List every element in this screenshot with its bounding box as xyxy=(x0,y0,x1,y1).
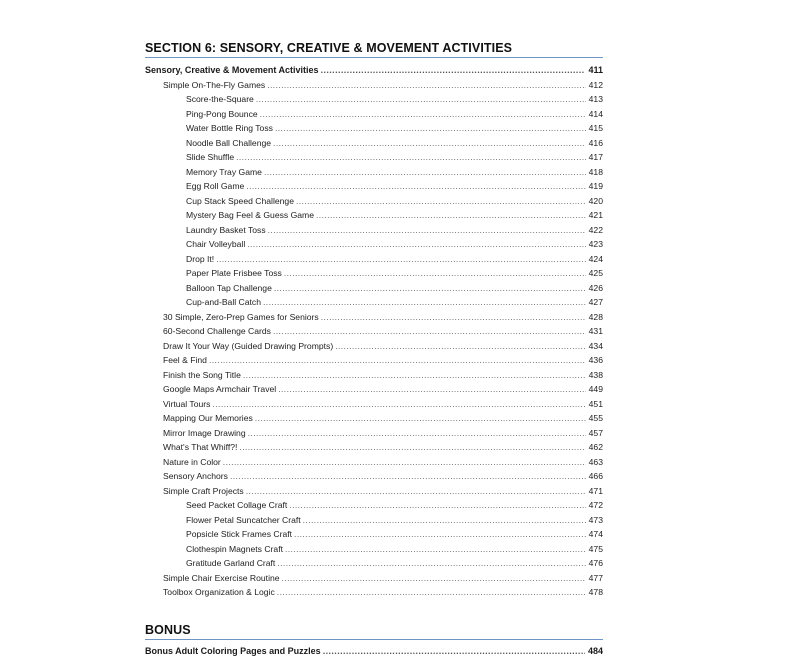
toc-entry[interactable] xyxy=(145,136,603,151)
toc-entry-title: Mirror Image Drawing xyxy=(163,427,246,438)
toc-entry-page-number: 418 xyxy=(588,166,603,177)
toc-entry-page-number: 420 xyxy=(588,195,603,206)
toc-entry-title: 30 Simple, Zero-Prep Games for Seniors xyxy=(163,311,319,322)
dot-leader xyxy=(223,455,586,470)
dot-leader xyxy=(268,223,586,238)
toc-entry-page-number: 412 xyxy=(588,79,603,90)
toc-entry-page-number: 427 xyxy=(588,297,603,307)
toc-entry-title: Sensory Anchors xyxy=(163,471,228,481)
toc-entry[interactable] xyxy=(145,237,603,252)
toc-entry[interactable] xyxy=(145,498,603,513)
toc-entry-page-number: 457 xyxy=(588,427,603,438)
toc-entry-title: Paper Plate Frisbee Toss xyxy=(186,268,282,278)
toc-list xyxy=(145,63,603,600)
toc-entry-page-number: 473 xyxy=(588,514,603,525)
toc-entry-page-number: 449 xyxy=(588,384,603,394)
toc-entry-page-number: 471 xyxy=(588,485,603,496)
toc-entry[interactable] xyxy=(145,527,603,542)
toc-entry[interactable] xyxy=(145,455,603,470)
toc-entry-page-number: 419 xyxy=(588,181,603,191)
toc-entry[interactable] xyxy=(145,63,603,78)
toc-entry-page-number: 426 xyxy=(588,282,603,293)
toc-entry-page-number: 421 xyxy=(588,210,603,220)
toc-entry-title: Mapping Our Memories xyxy=(163,413,253,423)
toc-entry[interactable] xyxy=(145,223,603,238)
toc-entry[interactable] xyxy=(145,252,603,267)
toc-entry-page-number: 474 xyxy=(588,529,603,539)
toc-entry-title: Sensory, Creative & Movement Activities xyxy=(145,65,319,75)
toc-entry-title: Drop It! xyxy=(186,253,215,264)
dot-leader xyxy=(216,252,585,267)
toc-entry[interactable] xyxy=(145,194,603,209)
toc-entry-page-number: 417 xyxy=(588,152,603,162)
dot-leader xyxy=(267,78,585,93)
toc-entry-title: Clothespin Magnets Craft xyxy=(186,543,283,554)
dot-leader xyxy=(247,237,585,252)
toc-entry[interactable] xyxy=(145,513,603,528)
toc-entry-title: Noodle Ball Challenge xyxy=(186,137,272,148)
bonus-heading: BONUS xyxy=(145,623,603,640)
dot-leader xyxy=(212,397,585,412)
dot-leader xyxy=(273,136,586,151)
toc-entry-title: Toolbox Organization & Logic xyxy=(163,587,275,597)
dot-leader xyxy=(274,281,586,296)
section-heading: SECTION 6: SENSORY, CREATIVE & MOVEMENT ACTIVITIES xyxy=(145,41,603,58)
toc-entry[interactable] xyxy=(145,644,603,659)
toc-entry-page-number: 475 xyxy=(588,543,603,554)
toc-entry-title: Draw It Your Way (Guided Drawing Prompts) xyxy=(163,340,334,351)
dot-leader xyxy=(246,484,586,499)
dot-leader xyxy=(230,469,586,484)
toc-entry-title: Gratitude Garland Craft xyxy=(186,558,276,568)
dot-leader xyxy=(303,513,586,528)
dot-leader xyxy=(289,498,585,513)
dot-leader xyxy=(321,310,586,325)
toc-entry-page-number: 455 xyxy=(588,413,603,423)
toc-entry[interactable] xyxy=(145,266,603,281)
toc-entry-title: Cup-and-Ball Catch xyxy=(186,297,261,307)
toc-entry-page-number: 476 xyxy=(588,558,603,568)
toc-entry[interactable] xyxy=(145,324,603,339)
toc-entry-title: Water Bottle Ring Toss xyxy=(186,123,273,133)
toc-entry-title: Simple Chair Exercise Routine xyxy=(163,572,280,583)
toc-entry-title: Bonus Adult Coloring Pages and Puzzles xyxy=(145,646,321,656)
toc-entry-page-number: 436 xyxy=(588,355,603,365)
toc-entry-title: Balloon Tap Challenge xyxy=(186,282,272,293)
toc-entry[interactable] xyxy=(145,556,603,571)
toc-entry-title: Ping-Pong Bounce xyxy=(186,108,258,119)
toc-entry[interactable] xyxy=(145,107,603,122)
toc-entry[interactable] xyxy=(145,121,603,136)
toc-entry-page-number: 411 xyxy=(588,65,603,75)
toc-entry-page-number: 415 xyxy=(588,123,603,133)
dot-leader xyxy=(278,382,585,397)
toc-entry-title: Chair Volleyball xyxy=(186,239,246,249)
toc-entry-page-number: 462 xyxy=(588,442,603,452)
dot-leader xyxy=(239,440,585,455)
toc-entry-page-number: 472 xyxy=(588,500,603,510)
dot-leader xyxy=(264,165,586,180)
toc-entry-page-number: 484 xyxy=(587,646,603,656)
toc-entry-title: Virtual Tours xyxy=(163,398,211,409)
dot-leader xyxy=(243,368,586,383)
toc-entry[interactable] xyxy=(145,571,603,586)
dot-leader xyxy=(294,527,586,542)
toc-entry[interactable] xyxy=(145,179,603,194)
toc-entry-page-number: 434 xyxy=(588,340,603,351)
toc-entry-page-number: 477 xyxy=(588,572,603,583)
dot-leader xyxy=(256,92,586,107)
toc-entry-title: Simple Craft Projects xyxy=(163,485,244,496)
toc-entry-title: What's That Whiff?! xyxy=(163,442,238,452)
toc-entry-page-number: 424 xyxy=(588,253,603,264)
toc-entry-page-number: 478 xyxy=(588,587,603,597)
toc-entry-page-number: 466 xyxy=(588,471,603,481)
toc-entry-title: Google Maps Armchair Travel xyxy=(163,384,277,394)
toc-entry-title: Seed Packet Collage Craft xyxy=(186,500,288,510)
toc-entry-title: 60-Second Challenge Cards xyxy=(163,326,271,336)
dot-leader xyxy=(285,542,586,557)
toc-entry-title: Flower Petal Suncatcher Craft xyxy=(186,514,301,525)
toc-entry[interactable] xyxy=(145,339,603,354)
toc-entry[interactable] xyxy=(145,382,603,397)
dot-leader xyxy=(263,295,586,310)
toc-entry[interactable] xyxy=(145,353,603,368)
toc-entry[interactable] xyxy=(145,484,603,499)
toc-entry-title: Simple On-The-Fly Games xyxy=(163,79,266,90)
toc-entry-title: Egg Roll Game xyxy=(186,181,245,191)
toc-entry[interactable] xyxy=(145,208,603,223)
dot-leader xyxy=(316,208,586,223)
toc-entry[interactable] xyxy=(145,281,603,296)
toc-entry[interactable] xyxy=(145,295,603,310)
dot-leader xyxy=(284,266,586,281)
bonus-toc-list xyxy=(145,644,603,659)
toc-entry[interactable] xyxy=(145,440,603,455)
toc-entry[interactable] xyxy=(145,426,603,441)
toc-entry-title: Feel & Find xyxy=(163,355,207,365)
toc-entry[interactable] xyxy=(145,165,603,180)
toc-entry-title: Laundry Basket Toss xyxy=(186,224,266,235)
dot-leader xyxy=(275,121,586,136)
toc-entry-title: Slide Shuffle xyxy=(186,152,235,162)
dot-leader xyxy=(335,339,585,354)
toc-entry-page-number: 422 xyxy=(588,224,603,235)
toc-entry-title: Memory Tray Game xyxy=(186,166,262,177)
toc-entry[interactable] xyxy=(145,368,603,383)
toc-entry[interactable] xyxy=(145,585,603,600)
toc-entry-title: Cup Stack Speed Challenge xyxy=(186,195,294,206)
toc-entry[interactable] xyxy=(145,92,603,107)
toc-entry-page-number: 413 xyxy=(588,94,603,104)
toc-entry[interactable] xyxy=(145,397,603,412)
toc-entry-page-number: 428 xyxy=(588,311,603,322)
dot-leader xyxy=(321,63,586,78)
toc-entry-title: Nature in Color xyxy=(163,456,221,467)
toc-entry-page-number: 463 xyxy=(588,456,603,467)
toc-entry-page-number: 414 xyxy=(588,108,603,119)
toc-entry[interactable] xyxy=(145,310,603,325)
toc-entry-page-number: 423 xyxy=(588,239,603,249)
dot-leader xyxy=(255,411,586,426)
dot-leader xyxy=(236,150,586,165)
dot-leader xyxy=(277,556,585,571)
dot-leader xyxy=(277,585,586,600)
toc-entry-page-number: 425 xyxy=(588,268,603,278)
dot-leader xyxy=(282,571,586,586)
toc-entry-title: Popsicle Stick Frames Craft xyxy=(186,529,293,539)
toc-entry[interactable] xyxy=(145,469,603,484)
toc-entry-page-number: 431 xyxy=(588,326,603,336)
dot-leader xyxy=(248,426,586,441)
toc-entry-title: Mystery Bag Feel & Guess Game xyxy=(186,210,314,220)
toc-entry-page-number: 416 xyxy=(588,137,603,148)
toc-entry[interactable] xyxy=(145,78,603,93)
toc-entry-title: Finish the Song Title xyxy=(163,369,241,380)
dot-leader xyxy=(273,324,586,339)
dot-leader xyxy=(246,179,585,194)
dot-leader xyxy=(260,107,586,122)
dot-leader xyxy=(296,194,586,209)
dot-leader xyxy=(209,353,586,368)
toc-entry[interactable] xyxy=(145,150,603,165)
toc-entry-page-number: 438 xyxy=(588,369,603,380)
toc-entry[interactable] xyxy=(145,411,603,426)
toc-entry-page-number: 451 xyxy=(588,398,603,409)
toc-entry[interactable] xyxy=(145,542,603,557)
toc-entry-title: Score-the-Square xyxy=(186,94,254,104)
dot-leader xyxy=(323,644,585,659)
